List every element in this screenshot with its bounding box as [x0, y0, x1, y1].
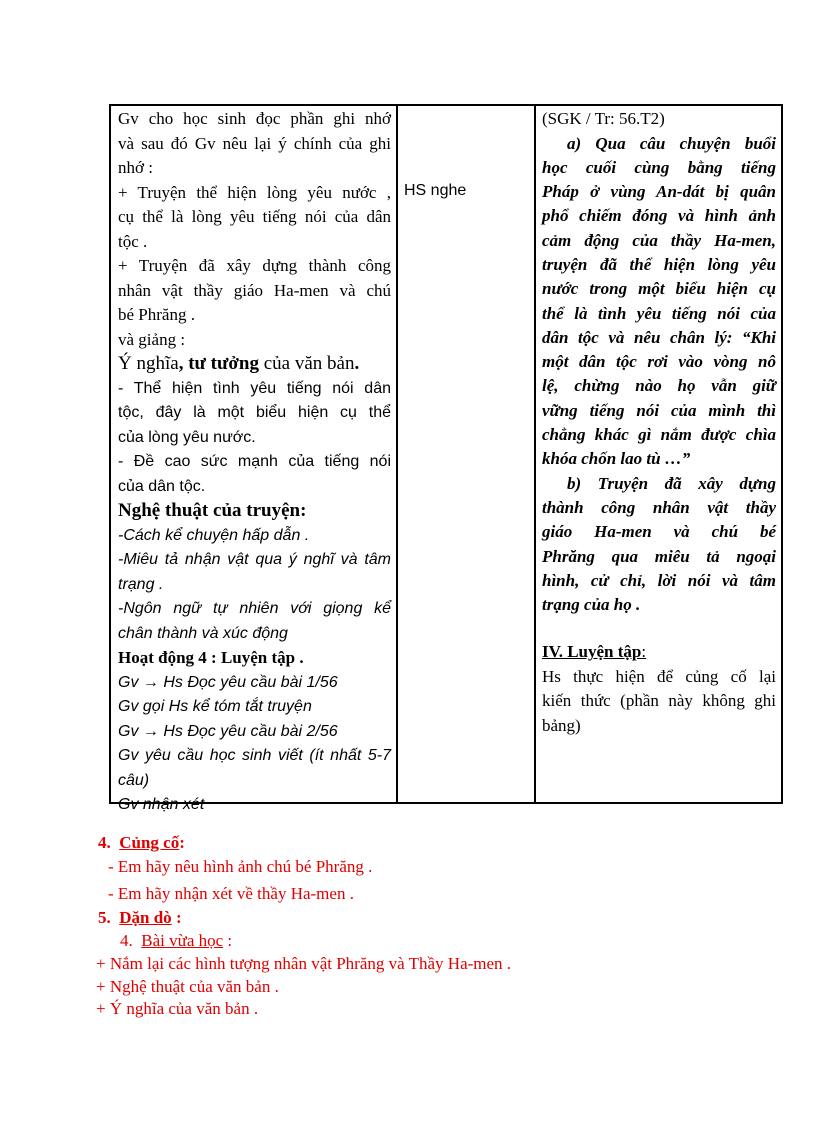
section-heading-art: Nghệ thuật của truyện: [118, 500, 307, 521]
text-line: giáo Ha-men và chú bé [542, 522, 776, 542]
list-item: - Em hãy nhận xét về thầy Ha-men . [108, 884, 354, 903]
section-5-heading: 5. Dặn dò : [98, 908, 182, 927]
text-line: lệ, chừng nào họ vẫn giữ [542, 376, 776, 396]
text-line: nhớ : [118, 158, 153, 177]
text-line: Gv cho học sinh đọc phần ghi nhớ [118, 109, 391, 128]
text-line: thành công nhân vật thầy [542, 497, 776, 517]
section-heading-practice: IV. Luyện tập: [542, 642, 647, 662]
text-line: dân tộc và nêu chân lý: “Khi [542, 327, 776, 347]
text-line: kiến thức (phần này không ghi [542, 691, 776, 711]
text-line: thể là tình yêu tiếng nói của [542, 303, 776, 323]
text-line: và giảng : [118, 329, 186, 349]
text-line: tộc, đây là một biểu hiện cụ thể [118, 404, 391, 421]
text-line: nhân vật thầy giáo Ha-men và chú [118, 280, 391, 300]
list-item: + Nắm lại các hình tượng nhân vật Phrăng và Thầy Ha-men . [96, 954, 512, 973]
text-line: cụ thể là lòng yêu tiếng nói của dân [118, 207, 391, 226]
reference-text: (SGK / Tr: 56.T2) [542, 109, 665, 128]
text-line: b) Truyện đã xây dựng [567, 473, 776, 493]
text-line: + Truyện thể hiện lòng yêu nước , [118, 182, 391, 202]
text-line: bé Phrăng . [118, 305, 195, 324]
lesson-table [109, 104, 783, 813]
text-line: hình, cử chỉ, lời nói và tâm [542, 570, 776, 590]
text-line: phổ chiếm đóng và hình ảnh [542, 206, 776, 226]
text-line: và sau đó Gv nêu lại ý chính của ghi [118, 133, 391, 153]
text-line: - Đề cao sức mạnh của tiếng nói [118, 453, 391, 470]
text-line: -Cách kể chuyện hấp dẫn . [118, 526, 310, 544]
text-line: a) Qua câu chuyện buổi [567, 133, 776, 153]
text-line: một dân tộc rơi vào vòng nô [542, 352, 776, 372]
text-line: Gv → Hs Đọc yêu cầu bài 2/56 [118, 722, 338, 740]
teacher-activity-cell [111, 106, 398, 813]
text-line: chân thành và xúc động [118, 624, 288, 642]
text-line: -Ngôn ngữ tự nhiên với giọng kể [118, 600, 391, 617]
text-line: truyện đã thể hiện lòng yêu [542, 254, 776, 274]
text-line: Pháp ở vùng An-dát bị quân [542, 182, 776, 202]
student-activity-cell [398, 106, 536, 802]
text-line: Phrăng qua miêu tả ngoại [542, 546, 776, 566]
student-activity-text: HS nghe [404, 182, 467, 199]
text-line: Gv nhận xét [118, 796, 205, 813]
list-item: + Nghệ thuật của văn bản . [96, 977, 279, 996]
section-heading-activity: Hoạt động 4 : Luyện tập . [118, 648, 304, 667]
text-line: nước trong một biểu hiện cụ [542, 279, 776, 299]
text-line: của lòng yêu nước. [118, 428, 256, 446]
text-line: trạng . [118, 575, 164, 593]
text-line: tộc . [118, 231, 148, 251]
section-heading-meaning: Ý nghĩa, tư tưởng của văn bản. [118, 353, 360, 374]
text-line: -Miêu tả nhận vật qua ý nghĩ và tâm [118, 551, 391, 568]
text-line: Hs thực hiện để củng cố lại [542, 666, 776, 686]
list-item: - Em hãy nêu hình ảnh chú bé Phrăng . [108, 857, 373, 876]
text-line: của dân tộc. [118, 477, 206, 495]
text-line: học cuối cùng bằng tiếng [542, 157, 776, 177]
text-line: cảm động của thầy Ha-men, [542, 230, 776, 250]
text-line: bảng) [542, 715, 581, 735]
text-line: - Thể hiện tình yêu tiếng nói dân [118, 379, 391, 397]
subsection-heading: 4. Bài vừa học : [120, 931, 233, 950]
text-line: chẳng khác gì nắm được chìa [542, 425, 776, 445]
section-4-heading: 4. Củng cố: [98, 833, 185, 852]
text-line: + Truyện đã xây dựng thành công [118, 256, 391, 275]
text-line: Gv yêu cầu học sinh viết (ít nhất 5-7 [118, 747, 391, 764]
text-line: khóa chốn lao tù …” [542, 449, 691, 469]
text-line: vững tiếng nói của mình thì [542, 400, 776, 420]
text-line: Gv gọi Hs kể tóm tắt truyện [118, 698, 312, 715]
content-cell [536, 106, 781, 802]
list-item: + Ý nghĩa của văn bản . [96, 999, 259, 1018]
text-line: Gv → Hs Đọc yêu cầu bài 1/56 [118, 673, 338, 691]
text-line: trạng của họ . [542, 595, 641, 615]
spacer [542, 617, 776, 640]
text-line: câu) [118, 771, 150, 789]
